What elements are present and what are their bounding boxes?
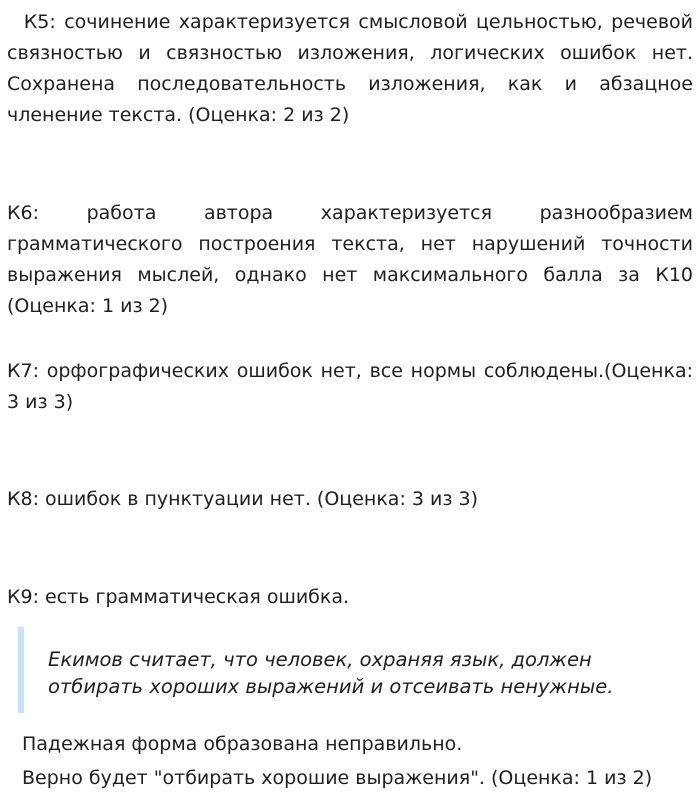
criterion-k9-paragraph: К9: есть грамматическая ошибка. — [7, 586, 350, 608]
criterion-k6-paragraph: К6: работа автора характеризуется разнообразием грамматического построения текста, нет нарушений точности выражения мыслей, однако нет максимального балла за К10 (Оценка: 1 из 2) — [7, 202, 693, 317]
example-blockquote — [18, 627, 678, 713]
criterion-k7-paragraph: К7: орфографических ошибок нет, все нормы соблюдены.(Оценка: 3 из 3) — [7, 360, 693, 413]
case-form-note: Падежная форма образована неправильно. — [22, 733, 463, 755]
quote-line-1: Екимов считает, что человек, охраняя язык, должен — [48, 648, 592, 671]
criterion-k5-paragraph: К5: сочинение характеризуется смысловой цельностью, речевой связностью и связностью изложения, логических ошибок нет. Сохранена последовательность изложения, как и абзацное членение текста. (Оценка: 2 из 2) — [7, 11, 693, 126]
correct-form-note: Верно будет "отбирать хорошие выражения". (Оценка: 1 из 2) — [22, 767, 653, 789]
criterion-k8-paragraph: К8: ошибок в пунктуации нет. (Оценка: 3 из 3) — [7, 488, 479, 510]
quote-line-2: отбирать хороших выражений и отсеивать ненужные. — [48, 675, 614, 698]
